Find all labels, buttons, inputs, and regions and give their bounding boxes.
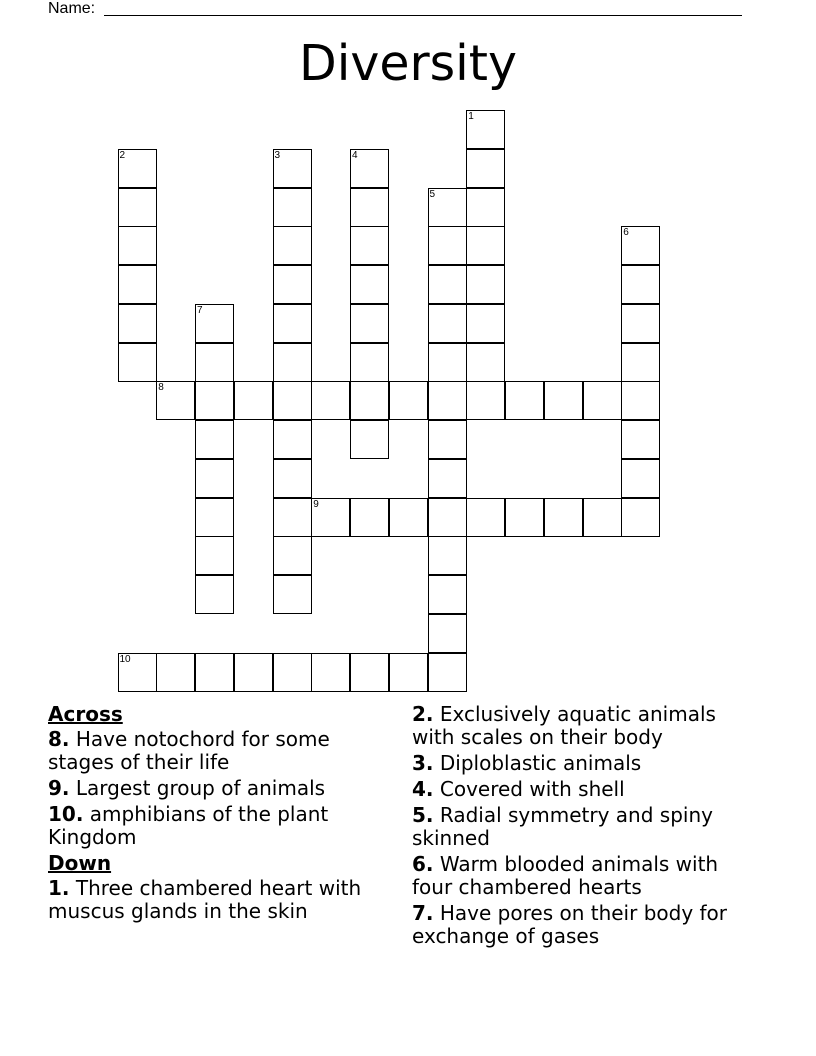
grid-cell[interactable] [505,381,544,420]
grid-cell[interactable] [118,226,157,265]
down-heading: Down [48,851,112,875]
grid-cell[interactable] [583,381,622,420]
cell-number: 2 [119,149,126,161]
grid-cell[interactable] [195,459,234,498]
grid-cell[interactable] [621,498,660,537]
grid-cell[interactable] [621,343,660,382]
clue-number: 10. [48,802,84,826]
grid-cell-start-4[interactable] [350,149,389,188]
grid-cell[interactable] [234,381,273,420]
grid-cell[interactable] [273,420,312,459]
cell-number: 3 [274,149,281,161]
cell-number: 5 [429,188,436,200]
cell-number: 9 [313,498,319,510]
grid-cell[interactable] [118,304,157,343]
grid-cell[interactable] [428,536,467,575]
clue-text: Exclusively aquatic animals with scales on their body [412,702,716,749]
grid-cell[interactable] [350,226,389,265]
grid-cell[interactable] [350,420,389,459]
clue-down-5 [412,804,762,850]
grid-cell[interactable] [195,575,234,614]
clue-number: 7. [412,901,434,925]
clue-across-10 [48,803,393,849]
grid-cell[interactable] [621,304,660,343]
grid-cell[interactable] [428,653,467,692]
grid-cell[interactable] [273,188,312,227]
cell-number: 7 [197,304,203,316]
grid-cell-start-6[interactable] [621,226,660,265]
grid-cell[interactable] [273,653,312,692]
grid-cell[interactable] [273,575,312,614]
grid-cell[interactable] [583,498,622,537]
grid-cell[interactable] [544,498,583,537]
grid-cell[interactable] [195,498,234,537]
grid-cell-start-5[interactable] [428,188,467,227]
grid-cell[interactable] [389,498,428,537]
grid-cell[interactable] [389,381,428,420]
grid-cell[interactable] [273,459,312,498]
clue-number: 5. [412,803,434,827]
grid-cell[interactable] [621,459,660,498]
clue-text: Three chambered heart with muscus glands in the skin [48,876,362,923]
grid-cell[interactable] [428,226,467,265]
grid-cell[interactable] [350,265,389,304]
grid-cell[interactable] [195,536,234,575]
grid-cell[interactable] [273,304,312,343]
grid-cell[interactable] [311,653,350,692]
grid-cell[interactable] [273,265,312,304]
clue-text: Covered with shell [439,777,625,801]
grid-cell[interactable] [466,498,505,537]
grid-cell[interactable] [428,265,467,304]
grid-cell[interactable] [273,226,312,265]
grid-cell[interactable] [195,343,234,382]
clue-number: 1. [48,876,70,900]
grid-cell[interactable] [118,343,157,382]
grid-cell[interactable] [621,265,660,304]
grid-cell[interactable] [350,304,389,343]
clue-down-6 [412,853,762,899]
cell-number: 6 [623,227,629,239]
grid-cell[interactable] [273,536,312,575]
grid-cell[interactable] [195,653,234,692]
clue-number: 2. [412,702,434,726]
grid-cell[interactable] [428,343,467,382]
cell-number: 8 [158,382,164,394]
grid-cell[interactable] [621,420,660,459]
grid-cell[interactable] [118,188,157,227]
grid-cell-start-10[interactable] [118,653,157,692]
grid-cell[interactable] [544,381,583,420]
clue-text: Diploblastic animals [439,751,642,775]
clue-number: 4. [412,777,434,801]
grid-cell[interactable] [350,381,389,420]
grid-cell[interactable] [350,188,389,227]
grid-cell[interactable] [466,343,505,382]
clue-across-9 [48,777,393,800]
grid-cell[interactable] [350,343,389,382]
grid-cell[interactable] [621,381,660,420]
grid-cell[interactable] [350,653,389,692]
clue-down-4 [412,778,762,801]
cell-number: 1 [468,111,474,122]
grid-cell[interactable] [195,420,234,459]
clue-down-2 [412,703,762,749]
grid-cell[interactable] [505,498,544,537]
grid-cell[interactable] [428,614,467,653]
clue-text: Largest group of animals [75,776,326,800]
cell-number: 10 [119,653,131,665]
clues-column-right [412,703,762,951]
clue-text: Radial symmetry and spiny skinned [412,803,713,850]
clue-text: Have notochord for some stages of their life [48,727,330,774]
cell-number: 4 [352,149,358,161]
name-label: Name: [48,0,96,17]
grid-cell[interactable] [118,265,157,304]
grid-cell-start-7[interactable] [195,304,234,343]
grid-cell-start-9[interactable] [311,498,350,537]
grid-cell[interactable] [389,653,428,692]
grid-cell-start-2[interactable] [118,149,157,188]
grid-cell[interactable] [311,381,350,420]
grid-cell[interactable] [428,498,467,537]
page-title: Diversity [299,35,517,92]
clues-column-left [48,703,393,926]
grid-cell[interactable] [350,498,389,537]
clue-number: 9. [48,776,70,800]
grid-cell[interactable] [466,188,505,227]
clue-number: 3. [412,751,434,775]
grid-cell[interactable] [273,343,312,382]
clue-down-3 [412,752,762,775]
grid-cell[interactable] [428,575,467,614]
grid-cell-start-1[interactable] [466,110,505,149]
grid-cell[interactable] [273,498,312,537]
clue-number: 6. [412,852,434,876]
grid-cell[interactable] [428,304,467,343]
clue-text: Warm blooded animals with four chambered hearts [412,852,719,899]
clue-across-8 [48,728,393,774]
grid-cell[interactable] [428,459,467,498]
grid-cell-start-3[interactable] [273,149,312,188]
grid-cell[interactable] [466,149,505,188]
clue-text: Have pores on their body for exchange of gases [412,901,728,948]
grid-cell-start-8[interactable] [156,381,195,420]
across-heading: Across [48,702,123,726]
grid-cell[interactable] [466,265,505,304]
grid-cell[interactable] [428,420,467,459]
grid-cell[interactable] [273,381,312,420]
grid-cell[interactable] [428,381,467,420]
grid-cell[interactable] [234,653,273,692]
grid-cell[interactable] [466,381,505,420]
clue-text: amphibians of the plant Kingdom [48,802,329,849]
grid-cell[interactable] [466,304,505,343]
clue-number: 8. [48,727,70,751]
clue-down-7 [412,902,762,948]
clue-down-1 [48,877,393,923]
grid-cell[interactable] [195,381,234,420]
grid-cell[interactable] [466,226,505,265]
grid-cell[interactable] [156,653,195,692]
